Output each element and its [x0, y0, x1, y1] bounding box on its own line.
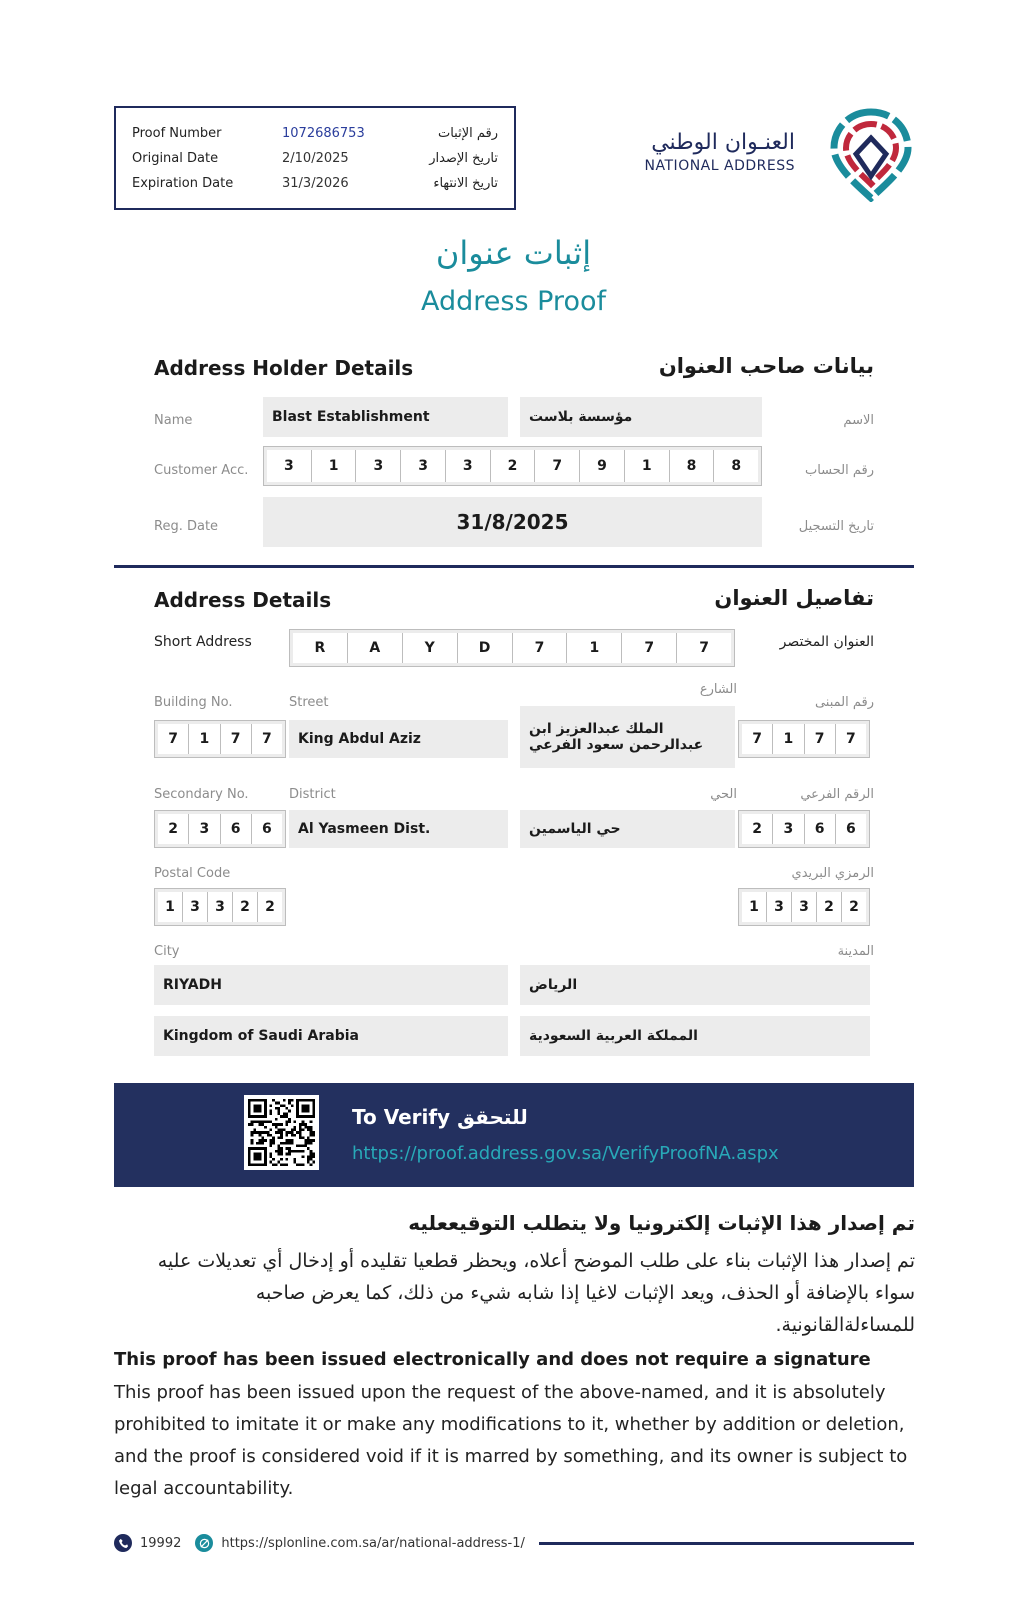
short-address-char: R	[293, 633, 348, 663]
district-field-en: Al Yasmeen Dist.	[289, 810, 508, 848]
address-heading-en: Address Details	[154, 588, 332, 612]
name-field-ar: مؤسسة بلاست	[520, 397, 762, 437]
qr-code[interactable]	[244, 1095, 319, 1170]
expiration-date-value: 31/3/2026	[282, 175, 349, 191]
street-ar-line-1: الملك عبدالعزيز ابن	[529, 721, 664, 737]
postal-digit: 3	[183, 892, 208, 922]
country-field-ar: المملكة العربية السعودية	[520, 1016, 870, 1056]
building-digit: 7	[158, 724, 189, 754]
footer-phone[interactable]: 19992	[140, 1535, 182, 1551]
expiration-date-label: Expiration Date	[132, 175, 234, 191]
reg-date-label-ar: تاريخ التسجيل	[798, 519, 874, 534]
proof-number-value: 1072686753	[282, 125, 365, 141]
building-digit: 1	[773, 724, 804, 754]
postal-digit: 1	[158, 892, 183, 922]
postal-digit: 2	[817, 892, 842, 922]
web-icon	[195, 1534, 213, 1552]
account-digit: 9	[580, 450, 625, 482]
district-label-ar: الحي	[710, 787, 737, 802]
logo-text-ar: العنـوان الوطني	[651, 130, 795, 155]
reg-date-value: 31/8/2025	[263, 497, 762, 547]
account-digit: 3	[356, 450, 401, 482]
country-field-en: Kingdom of Saudi Arabia	[154, 1016, 508, 1056]
secondary-digit: 3	[773, 814, 804, 844]
customer-account-label-ar: رقم الحساب	[804, 463, 874, 478]
account-digit: 8	[670, 450, 715, 482]
postal-code-digits-ar	[738, 888, 870, 926]
building-number-label-ar: رقم المبنى	[814, 695, 874, 710]
street-label-ar: الشارع	[699, 682, 737, 697]
verify-banner	[114, 1083, 914, 1187]
short-address-label-ar: العنوان المختصر	[779, 634, 874, 650]
proof-info-box	[114, 106, 516, 210]
proof-number-row	[132, 121, 498, 145]
building-digit: 7	[252, 724, 282, 754]
short-address-label: Short Address	[154, 634, 252, 650]
district-label: District	[289, 787, 336, 802]
postal-digit: 3	[792, 892, 817, 922]
city-label-ar: المدينة	[837, 944, 874, 959]
secondary-number-digits-ar	[738, 810, 870, 848]
section-divider	[114, 565, 914, 568]
account-digit: 1	[625, 450, 670, 482]
short-address-char: 7	[513, 633, 568, 663]
qr-code-icon	[248, 1099, 315, 1166]
footer	[114, 1530, 914, 1556]
short-address-char: D	[458, 633, 513, 663]
short-address-char: 7	[622, 633, 677, 663]
verify-link[interactable]: https://proof.address.gov.sa/VerifyProofNA.aspx	[352, 1143, 779, 1164]
postal-digit: 3	[767, 892, 792, 922]
postal-code-label-ar: الرمزي البريدي	[791, 866, 874, 881]
expiration-date-label-ar: تاريخ الانتهاء	[433, 175, 498, 191]
short-address-char: 1	[567, 633, 622, 663]
city-field-ar: الرياض	[520, 965, 870, 1005]
short-address-char: A	[348, 633, 403, 663]
reg-date-label: Reg. Date	[154, 519, 219, 534]
building-number-digits	[154, 720, 286, 758]
notice-body-ar: تم إصدار هذا الإثبات بناء على طلب الموضح أعلاه، ويحظر قطعيا تقليده أو إدخال أي تعديلات عليه سواء بالإضافة أو الحذف، ويعد الإثبات لاغيا إذا شابه شيء من ذلك، كما يعرض صاحبه للمساءلةالقانونية.	[157, 1250, 915, 1336]
account-digit: 3	[446, 450, 491, 482]
account-digit: 8	[714, 450, 758, 482]
postal-code-digits	[154, 888, 286, 926]
building-digit: 7	[742, 724, 773, 754]
secondary-number-label: Secondary No.	[154, 787, 249, 802]
original-date-row	[132, 146, 498, 170]
postal-code-label: Postal Code	[154, 866, 231, 881]
secondary-digit: 6	[836, 814, 866, 844]
postal-digit: 2	[842, 892, 866, 922]
secondary-digit: 6	[252, 814, 282, 844]
district-field-ar: حي الياسمين	[520, 810, 735, 848]
short-address-chars	[289, 629, 735, 667]
national-address-logo-icon	[826, 104, 916, 202]
building-digit: 7	[221, 724, 252, 754]
name-label-ar: الاسم	[843, 413, 874, 428]
footer-url[interactable]: https://splonline.com.sa/ar/national-address-1/	[221, 1535, 525, 1551]
notice-body-en: This proof has been issued upon the request of the above-named, and it is absolutely prohibited to imitate it or make any modifications to it, whether by addition or deletion, and the proof is considered void if it is marred by something, and its owner is subject to legal accountability.	[114, 1382, 908, 1499]
postal-digit: 3	[208, 892, 233, 922]
customer-account-label: Customer Acc.	[154, 463, 249, 478]
secondary-digit: 2	[742, 814, 773, 844]
postal-digit: 2	[258, 892, 282, 922]
logo-text-en: NATIONAL ADDRESS	[644, 158, 795, 174]
building-digit: 7	[836, 724, 866, 754]
street-label: Street	[289, 695, 329, 710]
city-field-en: RIYADH	[154, 965, 508, 1005]
postal-digit: 1	[742, 892, 767, 922]
holder-heading-ar: بيانات صاحب العنوان	[658, 354, 874, 378]
account-digit: 7	[535, 450, 580, 482]
verify-title: To Verify للتحقق	[352, 1105, 528, 1129]
name-field-en: Blast Establishment	[263, 397, 508, 437]
address-heading-ar: تفاصيل العنوان	[714, 586, 874, 610]
page-title-ar: إثبات عنوان	[435, 234, 592, 272]
name-label: Name	[154, 413, 193, 428]
street-field-ar	[520, 706, 735, 768]
building-number-label: Building No.	[154, 695, 233, 710]
building-number-digits-ar	[738, 720, 870, 758]
postal-digit: 2	[233, 892, 258, 922]
page-title-en: Address Proof	[421, 286, 606, 317]
account-digit: 3	[267, 450, 312, 482]
phone-icon	[114, 1534, 132, 1552]
notice-title-ar: تم إصدار هذا الإثبات إلكترونيا ولا يتطلب التوقيععليه	[408, 1211, 915, 1235]
building-digit: 1	[189, 724, 220, 754]
expiration-date-row	[132, 171, 498, 195]
proof-number-label-ar: رقم الإثبات	[437, 125, 498, 141]
short-address-char: 7	[677, 633, 731, 663]
proof-number-label: Proof Number	[132, 125, 222, 141]
original-date-label-ar: تاريخ الإصدار	[429, 150, 498, 166]
account-digit: 1	[312, 450, 357, 482]
notice-title-en: This proof has been issued electronically and does not require a signature	[114, 1349, 871, 1370]
original-date-value: 2/10/2025	[282, 150, 349, 166]
secondary-number-label-ar: الرقم الفرعي	[800, 787, 874, 802]
short-address-char: Y	[403, 633, 458, 663]
building-digit: 7	[805, 724, 836, 754]
customer-account-digits	[263, 446, 762, 486]
street-field-en: King Abdul Aziz	[289, 720, 508, 758]
secondary-digit: 6	[805, 814, 836, 844]
secondary-digit: 3	[189, 814, 220, 844]
secondary-number-digits	[154, 810, 286, 848]
city-label: City	[154, 944, 180, 959]
account-digit: 2	[491, 450, 536, 482]
street-ar-line-2: عبدالرحمن سعود الفرعي	[529, 737, 704, 753]
secondary-digit: 6	[221, 814, 252, 844]
original-date-label: Original Date	[132, 150, 219, 166]
holder-heading-en: Address Holder Details	[154, 356, 414, 380]
account-digit: 3	[401, 450, 446, 482]
secondary-digit: 2	[158, 814, 189, 844]
footer-line	[539, 1542, 914, 1545]
